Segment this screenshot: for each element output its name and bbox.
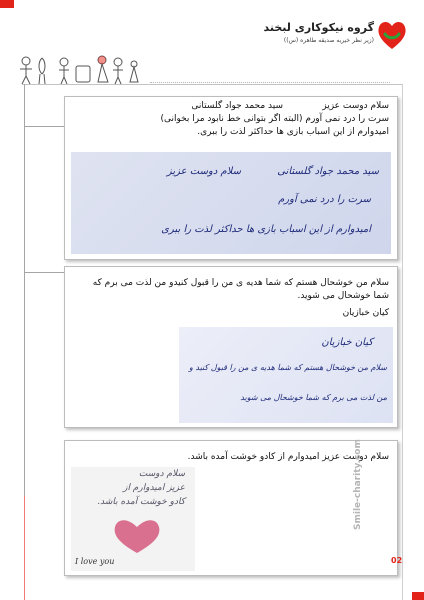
handwriting-line: سرت را درد نمی آورم bbox=[278, 194, 371, 205]
letter-line: سلام من خوشحال هستم که شما هدیه ی من را قبول کنیدو من لذت می برم که bbox=[92, 278, 389, 288]
letter-author: کیان خبازیان bbox=[342, 308, 389, 318]
handwritten-letter-photo bbox=[71, 152, 391, 254]
letter-line: سرت را درد نمی آورم (البته اگر بتوانی خط نابود مرا بخوانی) bbox=[160, 114, 389, 124]
family-figures-icon bbox=[16, 52, 152, 86]
letter-greeting: سلام دوست عزیز bbox=[322, 101, 389, 111]
handwriting-line: امیدوارم از این اسباب بازی ها حداکثر لذت را ببری bbox=[161, 224, 371, 235]
corner-accent bbox=[0, 0, 14, 8]
handwriting-line: کیان خبازیان bbox=[321, 337, 373, 348]
handwriting-author: سید محمد جواد گلستانی bbox=[277, 166, 379, 177]
letter-line: شما خوشحال می شوید. bbox=[297, 291, 389, 301]
letter-line: سلام دوست عزیز امیدوارم از کادو خوشت آمده باشد. bbox=[187, 452, 389, 462]
letter-card-2 bbox=[64, 266, 398, 428]
logo-title: گروه نیکوکاری لبخند bbox=[263, 21, 374, 34]
handwriting-line: سلام دوست عزیز bbox=[166, 166, 241, 177]
logo bbox=[258, 18, 408, 54]
website-label[interactable]: Smile-charity.com bbox=[353, 439, 363, 530]
letter-card-3 bbox=[64, 440, 398, 576]
drawing-caption: I love you bbox=[75, 557, 115, 566]
heart-drawing-icon bbox=[111, 515, 163, 555]
page-number: 02 bbox=[391, 556, 403, 565]
timeline-connector bbox=[24, 496, 25, 600]
timeline-connector bbox=[24, 126, 64, 127]
letter-line: امیدوارم از این اسباب بازی ها حداکثر لذت را ببری. bbox=[197, 127, 389, 137]
heart-logo-icon bbox=[376, 18, 408, 52]
timeline-connector bbox=[24, 84, 25, 496]
handwriting-line: سلام من خوشحال هستم که شما هدیه ی من را قبول کنید و bbox=[188, 363, 387, 372]
letter-author: سید محمد جواد گلستانی bbox=[191, 101, 283, 111]
timeline-connector bbox=[24, 272, 64, 273]
side-rule bbox=[402, 84, 403, 600]
handwriting-line: سلام دوست bbox=[138, 469, 185, 479]
handwriting-line: من لذت می برم که شما خوشحال می شوید bbox=[240, 393, 387, 402]
handwriting-line: کادو خوشت آمده باشد. bbox=[97, 497, 185, 507]
corner-accent-bottom bbox=[412, 592, 424, 600]
logo-subtitle: (زیر نظر خیریه صدیقه طاهره (س)) bbox=[283, 37, 374, 44]
letter-card-1 bbox=[64, 96, 398, 260]
handwritten-letter-photo bbox=[179, 327, 393, 423]
handwriting-line: عزیز امیدوارم از bbox=[123, 483, 185, 493]
kid-drawing-photo bbox=[71, 467, 195, 571]
header-divider bbox=[150, 82, 390, 83]
